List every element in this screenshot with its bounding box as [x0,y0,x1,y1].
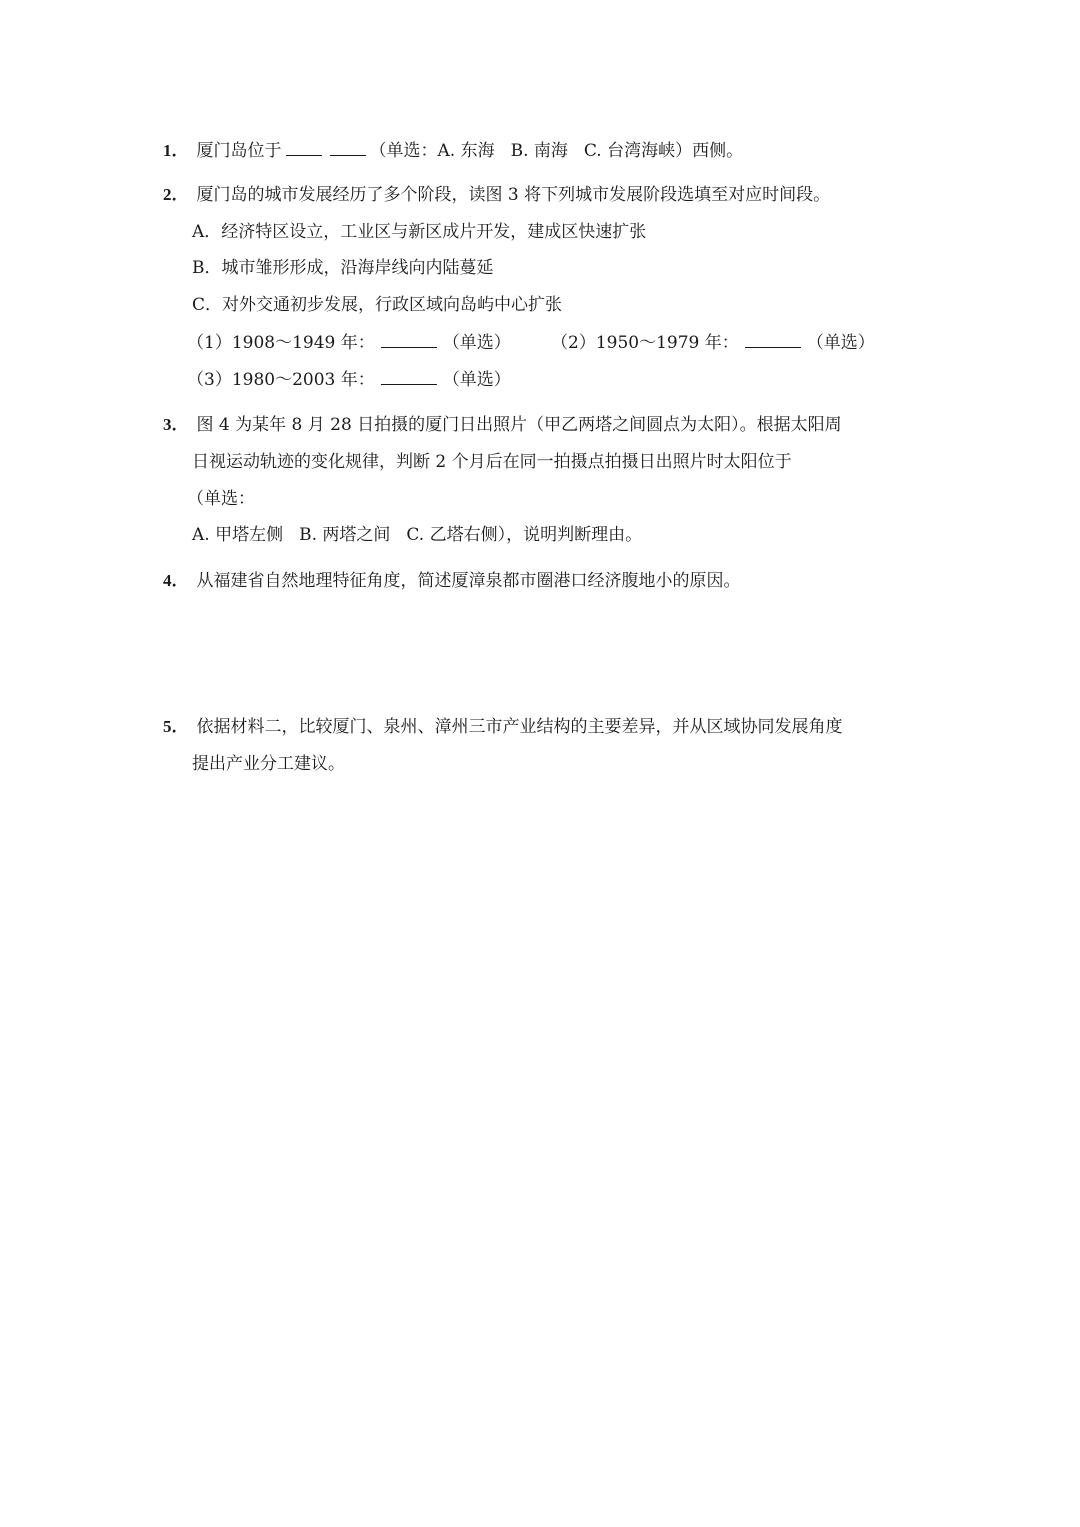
question-5-number: 5． [163,717,189,736]
question-1-option-b: B. 南海 [510,141,568,161]
period-1-suffix: （单选） [442,333,511,353]
question-3-option-b: B. 两塔之间 [299,525,391,545]
period-3-label: （3）1980～2003 年： [187,370,375,390]
question-5-line-2: 提出产业分工建议。 [192,754,345,774]
question-2-number: 2． [163,185,189,204]
question-1-number: 1． [163,141,189,160]
question-3-line-1: 图 4 为某年 8 月 28 日拍摄的厦门日出照片（甲乙两塔之间圆点为太阳）。根据太阳周 [196,415,842,435]
answer-blank-2-2[interactable] [745,331,801,348]
question-2-period-2 [551,331,875,354]
period-1-label: （1）1908～1949 年： [187,333,375,353]
question-4-number: 4． [163,571,189,590]
answer-blank-1a[interactable] [286,139,322,156]
question-3-line-4 [192,524,642,546]
answer-blank-1b[interactable] [330,139,366,156]
question-2 [163,184,830,206]
question-1-option-a: （单选：A. 东海 [369,141,495,161]
question-3 [163,414,842,436]
question-2-text: 厦门岛的城市发展经历了多个阶段，读图 3 将下列城市发展阶段选填至对应时间段。 [196,185,831,205]
question-2-option-c: C．对外交通初步发展，行政区域向岛屿中心扩张 [192,295,563,315]
answer-blank-2-1[interactable] [381,331,437,348]
answer-blank-2-3[interactable] [381,368,437,385]
question-3-line-3: （单选： [187,489,255,509]
question-2-option-b: B．城市雏形形成，沿海岸线向内陆蔓延 [192,258,494,278]
question-2-option-a: A．经济特区设立，工业区与新区成片开发，建成区快速扩张 [192,222,647,242]
question-4-text: 从福建省自然地理特征角度，简述厦漳泉都市圈港口经济腹地小的原因。 [196,571,741,591]
period-2-suffix: （单选） [806,333,875,353]
question-1-text: 厦门岛位于 [196,141,282,161]
question-2-period-1 [187,331,511,354]
question-3-number: 3． [163,415,189,434]
question-5-line-1: 依据材料二，比较厦门、泉州、漳州三市产业结构的主要差异，并从区域协同发展角度 [196,717,843,737]
question-1-option-c: C. 台湾海峡）西侧。 [583,141,744,161]
question-3-option-c: C. 乙塔右侧），说明判断理由。 [406,525,643,545]
question-2-period-3 [187,368,511,391]
question-4 [163,570,741,592]
question-3-option-a: A. 甲塔左侧 [192,525,284,545]
question-5 [163,716,843,738]
question-3-line-2: 日视运动轨迹的变化规律，判断 2 个月后在同一拍摄点拍摄日出照片时太阳位于 [192,452,792,472]
question-1 [163,139,743,162]
period-3-suffix: （单选） [442,370,511,390]
period-2-label: （2）1950～1979 年： [551,333,739,353]
